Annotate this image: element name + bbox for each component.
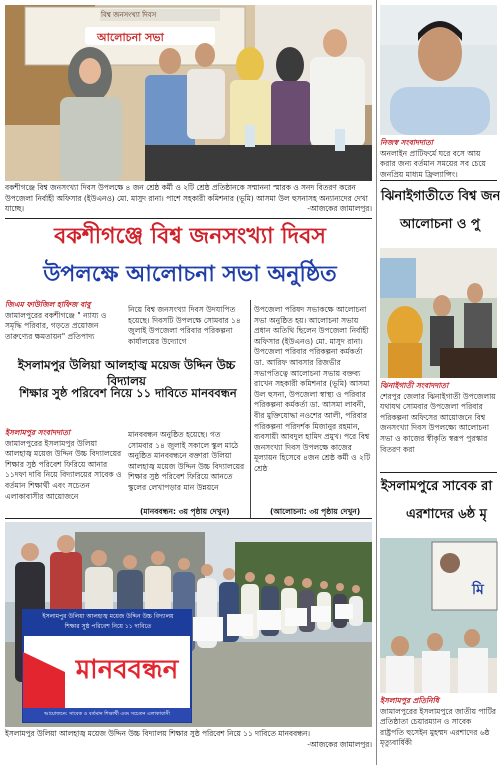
headline-1-line2: উপলক্ষে আলোচনা সভা অনুষ্ঠিত bbox=[43, 262, 337, 287]
headline-2-line1: ইসলামপুর উলিয়া আলহাজ্ব ময়েজ উদ্দিন উচ্চ বিদ্যালয় bbox=[17, 358, 236, 388]
headline-2-line2: শিক্ষার সুষ্ঠ পরিবেশ নিয়ে ১১ দাবিতে মানববন্ধন bbox=[19, 386, 237, 400]
article-2-continuation: (মানববন্ধন: ৩য় পৃষ্ঠায় দেখুন) bbox=[140, 507, 230, 516]
bottom-banner-line1: ইসলামপুর উলিয়া আলহাজ্ব ময়েজ উদ্দিন উচ্চ বিদ্যালয় bbox=[42, 613, 174, 620]
bottom-caption-text: ইসলামপুর উলিয়া আলহাজ্ব ময়েজ উদ্দিন উচ্চ বিদ্যালয় শিক্ষার সুষ্ঠ পরিবেশ নিয়ে ১১ দাবিতে মানববন্ধন। bbox=[5, 729, 311, 738]
bottom-photo-caption bbox=[5, 729, 372, 759]
portrait-image bbox=[380, 5, 497, 135]
right-headline-c1: ইসলামপুরে সাবেক রা bbox=[381, 479, 493, 494]
divider bbox=[5, 218, 372, 219]
headline-1-line1: বকশীগঞ্জে বিশ্ব জনসংখ্যা দিবস bbox=[54, 224, 326, 249]
right-photo-2 bbox=[380, 248, 497, 378]
right-photo-3 bbox=[380, 538, 497, 693]
article-1-col1 bbox=[5, 300, 122, 350]
portrait-text: অনলাইন প্রাটিফর্মে ঘরে বসে আয় করার জন্য বর্তমান সময়ের সব চেয়ে জনপ্রিয় মাধ্যম ফ্রিল্যান্সিং। bbox=[380, 148, 486, 179]
divider bbox=[380, 472, 497, 473]
right-byline-d: ইসলামপুর প্রতিনিধি bbox=[380, 696, 439, 705]
right-column-rule bbox=[376, 0, 377, 765]
right-news-d bbox=[380, 696, 497, 762]
bottom-banner-main: মানববন্ধন bbox=[75, 655, 179, 685]
right-text-b: শেরপুর জেলার ঝিনাইগাতী উপজেলায় যথাযথ সোমবার উপজেলা পরিবার পরিকল্পনা অফিসের আয়োজনে বিশ্ব জনসংখ্যা দিবস উপলক্ষ্যে আলোচনা সভা ও কাজের স্বীকৃতি স্বরূপ পুরস্কার বিতরণ করা bbox=[380, 391, 496, 454]
right-headline-a1: ঝিনাইগাতীতে বিশ্ব জন bbox=[381, 189, 500, 204]
article-1-col3: উপজেলা পরিষদ সভাকক্ষে আলোচনা সভা অনুষ্ঠিত হয়। আলোচনা সভায় প্রধান অতিথি ছিলেন উপজেলা নির্বাহী অফিসার (ইউএনও) মো. মাসুদ রানা। উপজেলা পরিবার পরিকল্পনা কর্মকর্তা ডা. আরিফ আবসার রিজভীর সভাপতিত্বে আলোচনা সভায় বক্তব্য রাখেন সহকারী কমিশনার (ভূমি) আসমা উল হুসনা, উপজেলা স্বাস্থ্য ও পরিবার পরিকল্পনা কর্মকর্তা ডা. আসমা লাবনী, বীর মুক্তিযোদ্ধা নওশের আলী, পরিবার পরিকল্পনা পরিদর্শক মিজানুর রহমান, ব্যবসায়ী আবদুল হামিদ প্রমুখ। পরে বিশ্ব জনসংখ্যা দিবস উপলক্ষে কাজের মূল্যায়ন হিসেবে ৪জন শ্রেষ্ঠ কর্মী ও ২টি শ্রেষ্ঠ bbox=[254, 305, 371, 473]
portrait-byline: নিজস্ব সংবাদদাতা bbox=[380, 138, 433, 147]
portrait-photo bbox=[380, 5, 497, 135]
article-2-byline: ইসলামপুর সংবাদদাতা bbox=[5, 428, 71, 437]
discussion-image bbox=[380, 248, 497, 378]
bottom-caption-credit: -আজকের জামালপুর। bbox=[307, 739, 372, 749]
portrait-news bbox=[380, 138, 497, 179]
top-banner-line1: বিশ্ব জনসংখ্যা দিবস bbox=[101, 11, 157, 19]
top-photo-caption bbox=[5, 183, 372, 215]
bottom-photo bbox=[5, 522, 372, 727]
article-2-col1-text: জামালপুরের ইসলামপুর উলিয়া আলহাজ্ব ময়েজ উদ্দিন উচ্চ বিদ্যালয়ের শিক্ষার সুষ্ঠ পরিবেশ ফিরিয়ে আনার ১১দফা দাবি নিয়ে বিদ্যালয়ের সাবেক ও বর্তমান শিক্ষার্থী এবং সচেতন এলাকাবাসীর আয়োজনে bbox=[5, 438, 122, 501]
top-photo bbox=[5, 5, 372, 181]
right-headline-c2: এরশাদের ৬ষ্ঠ মৃ bbox=[406, 507, 487, 522]
right-text-d: জামালপুরের ইসলামপুরে জাতীয় পার্টির প্রতিষ্ঠাতা চেয়ারম্যান ও সাবেক রাষ্ট্রপতি হুসেইন মুহম্মদ এরশাদের ৬ষ্ঠ মৃত্যুবার্ষিকী bbox=[380, 706, 497, 748]
divider bbox=[5, 518, 372, 519]
column-rule bbox=[250, 300, 251, 518]
divider bbox=[380, 180, 497, 181]
article-2-col2: মানববন্ধন অনুষ্ঠিত হয়েছে। গত সোমবার ১৪ জুলাই সকালে স্কুল মাঠে অনুষ্ঠিত মানববন্ধনে বক্তারা উলিয়া আলহাজ্ব ময়েজ উদ্দিন উচ্চ বিদ্যালয়ের শিক্ষার সুষ্ঠ পরিবেশ ফিরিয়ে আনতে স্কুলের লেখাপড়ার মান উন্নয়নে bbox=[128, 430, 245, 492]
right-byline-b: ঝিনাইগাতী সংবাদদাতা bbox=[380, 381, 449, 390]
article-1-col1-text: জামালপুরের বকশীগঞ্জে " ন্যায্য ও সমৃদ্ধি পরিবার, গড়তে প্রয়োজন তারুণ্যের ক্ষমতায়ন" প্রতিপাদ্য bbox=[5, 310, 107, 341]
bottom-banner-line2: শিক্ষার সুষ্ঠ পরিবেশ নিয়ে ১১ দাবিতে bbox=[64, 623, 152, 630]
poster-text: মি bbox=[472, 582, 484, 598]
top-caption-text: বকশীগঞ্জে বিশ্ব জনসংখ্যা দিবস উপলক্ষে ৪ জন শ্রেষ্ঠ কর্মী ও ২টি শ্রেষ্ঠ প্রতিষ্ঠানকে সম্মাননা স্মারক ও সনদ বিতরণ করেন উপজেলা নির্বাহী অফিসার (ইউএনও) মো. মাসুদ রানা। পাশে সহকারী কমিশনার (ভূমি) আসমা উল হুসনাসহ অন্যান্যদের দেখা যাচ্ছে। bbox=[5, 183, 368, 213]
bottom-banner-foot: আয়োজনে: সাবেক ও বর্তমান শিক্ষার্থী এবং সচেতন এলাকাবাসী bbox=[44, 711, 170, 717]
right-news-b bbox=[380, 381, 497, 469]
award-ceremony-image bbox=[5, 5, 372, 181]
article-1-byline: জিএম ফাউজিল হাফিজ বাবু bbox=[5, 300, 91, 309]
top-caption-credit: -আজকের জামালপুর। bbox=[307, 204, 372, 213]
article-2-col1 bbox=[5, 428, 122, 512]
top-banner-line2: আলোচনা সভা bbox=[97, 31, 164, 44]
right-headline-a2: আলোচনা ও পু bbox=[400, 217, 480, 232]
article-1-col2: নিয়ে বিশ্ব জনসংখ্যা দিবস উদযাপিত হয়েছে। দিবসটি উপলক্ষে সোমবার ১৪ জুলাই উপজেলা পরিবার পরিকল্পনা কার্যালয়ের উদ্যোগে bbox=[128, 305, 241, 346]
article-1-continuation: (আলোচনা: ৩য় পৃষ্ঠায় দেখুন) bbox=[270, 507, 361, 516]
milad-image bbox=[380, 538, 497, 693]
